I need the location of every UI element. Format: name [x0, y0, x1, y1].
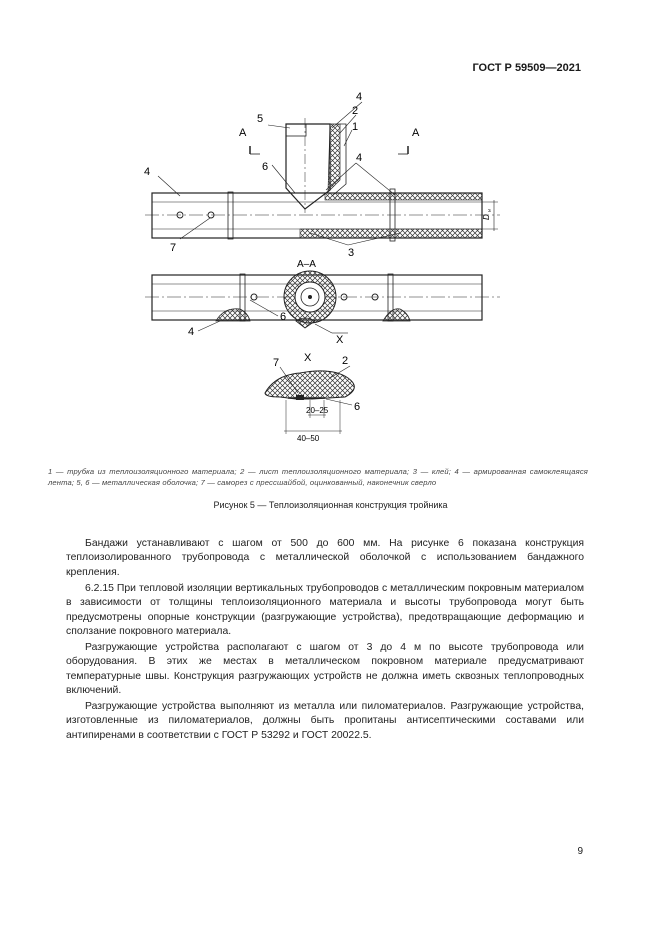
callout-1: 1 — [352, 121, 359, 133]
figure-legend: 1 — трубка из теплоизоляционного материала; 2 — лист теплоизоляционного материала; 3 — клей; 4 — армированная самоклеящаяся лента; 5, 6 — металлическая оболочка; 7 — саморез с прессшайбой, оцинкованный, наконечник сверло — [48, 467, 588, 487]
detail-title: X — [304, 352, 312, 364]
diameter-label: D — [482, 214, 491, 220]
paragraph: Разгружающие устройства располагают с шагом от 3 до 4 м по высоте трубопровода или оборудования. В этих же местах в металлическом покровном материале предусматривают температурные швы. Конструкция разгружающих устройств не должна иметь сквозных теплопроводных включений. — [66, 641, 584, 697]
callout-3: 3 — [348, 247, 355, 259]
section-view — [145, 259, 500, 346]
section-callout-6: 6 — [280, 311, 287, 323]
callout-4-top: 4 — [356, 91, 363, 103]
section-mark-left: А — [239, 127, 247, 139]
detail-dim-outer: 40–50 — [297, 434, 320, 443]
detail-callout-6: 6 — [354, 401, 361, 413]
callout-4-right: 4 — [356, 152, 363, 164]
body-text — [66, 537, 584, 745]
standard-header: ГОСТ Р 59509—2021 — [472, 62, 581, 74]
callout-2: 2 — [352, 105, 359, 117]
section-callout-x: X — [336, 334, 344, 346]
tee-insulation-figure — [100, 88, 530, 453]
figure-drawing — [100, 88, 530, 453]
page-number: 9 — [577, 846, 583, 857]
tee-top-view — [144, 91, 500, 259]
callout-5: 5 — [257, 113, 264, 125]
section-callout-4: 4 — [188, 326, 195, 338]
diameter-subscript: н — [487, 209, 493, 212]
paragraph: Разгружающие устройства выполняют из металла или пиломатериалов. Разгружающие устройства, изготовленные из пиломатериалов, должны быть пропитаны антисептическими составами или антипиренами в соответствии с ГОСТ Р 53292 и ГОСТ 20022.5. — [66, 700, 584, 741]
detail-callout-7: 7 — [273, 357, 280, 369]
paragraph: Бандажи устанавливают с шагом от 500 до 600 мм. На рисунке 6 показана конструкция теплоизолированного трубопровода с металлической оболочкой с использованием бандажного крепления. — [66, 538, 584, 578]
figure-caption: Рисунок 5 — Теплоизоляционная конструкция тройника — [213, 500, 448, 510]
callout-4-left: 4 — [144, 166, 151, 178]
paragraph: 6.2.15 При тепловой изоляции вертикальных трубопроводов с металлическим покровным материалом в зависимости от толщины теплоизоляционного материала и высоты трубопровода могут быть предусмотрены опорные конструкции (разгружающие устройства), предотвращающие деформацию и сползание покровного материала. — [66, 582, 584, 637]
detail-view — [265, 352, 360, 443]
callout-6: 6 — [262, 161, 269, 173]
detail-dim-inner: 20–25 — [306, 406, 329, 415]
callout-7: 7 — [170, 242, 177, 254]
section-title: А–А — [297, 259, 316, 270]
detail-callout-2: 2 — [342, 355, 349, 367]
section-mark-right: А — [412, 127, 420, 139]
